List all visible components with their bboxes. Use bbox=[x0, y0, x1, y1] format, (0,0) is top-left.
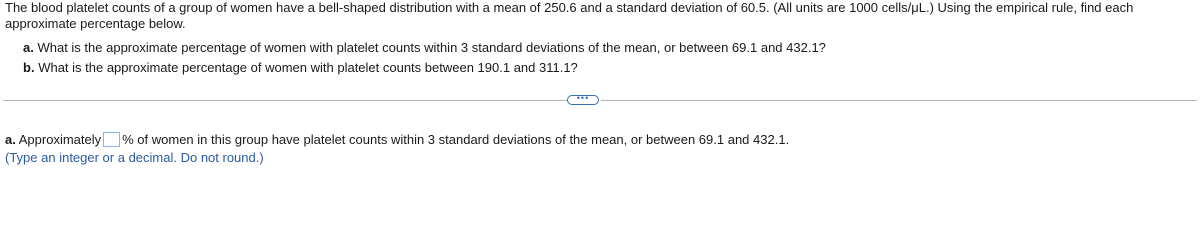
answer-line bbox=[5, 131, 789, 149]
part-a-text: What is the approximate percentage of women with platelet counts within 3 standard deviations of the mean, or between 69.1 and 432.1? bbox=[37, 40, 826, 55]
answer-input[interactable] bbox=[103, 132, 120, 147]
section-divider-left bbox=[3, 100, 567, 101]
question-intro: The blood platelet counts of a group of women have a bell-shaped distribution with a mean of 250.6 and a standard deviation of 60.5. (All units are 1000 cells/μL.) Using the empirical rule, find each approximate percentage below. bbox=[5, 0, 1134, 31]
ellipsis-icon: ••• bbox=[576, 93, 590, 103]
answer-part-label: a. bbox=[5, 132, 16, 147]
answer-suffix: % of women in this group have platelet counts within 3 standard deviations of the mean, or between 69.1 and 432.1. bbox=[122, 132, 790, 147]
part-a-question bbox=[23, 38, 826, 58]
part-b-text: What is the approximate percentage of women with platelet counts between 190.1 and 311.1? bbox=[38, 60, 578, 75]
expand-button[interactable] bbox=[567, 95, 599, 105]
question-parts bbox=[23, 38, 826, 78]
part-b-question bbox=[23, 58, 826, 78]
answer-hint: (Type an integer or a decimal. Do not round.) bbox=[5, 150, 264, 165]
part-a-label: a. bbox=[23, 40, 34, 55]
part-b-label: b. bbox=[23, 60, 35, 75]
answer-prefix: Approximately bbox=[18, 132, 102, 147]
section-divider-right bbox=[601, 100, 1197, 101]
